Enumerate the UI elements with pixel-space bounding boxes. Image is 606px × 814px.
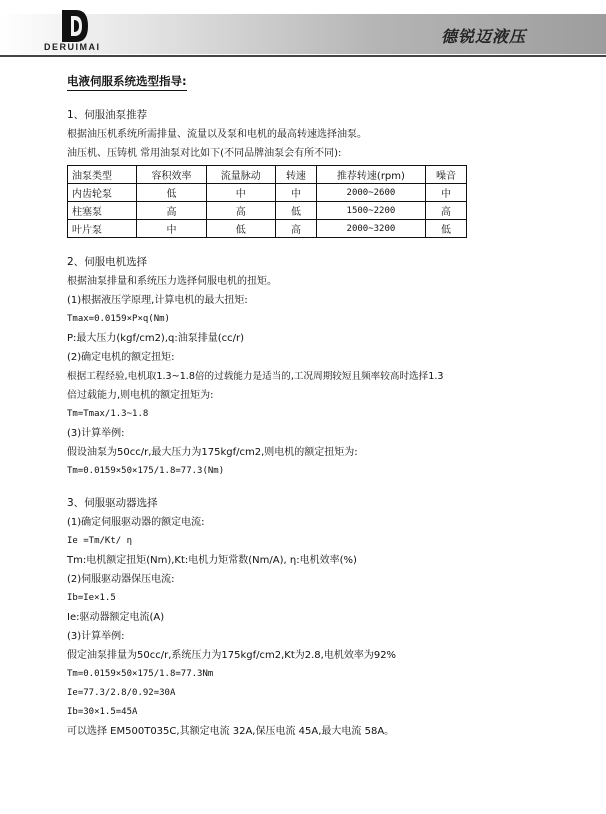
table-header-cell: 转速 [275, 166, 316, 184]
table-row [68, 202, 467, 220]
formula-tm-result: Tm=0.0159×50×175/1.8=77.3(Nm) [67, 466, 225, 476]
section-2-line: (1)根据液压学原理,计算电机的最大扭矩: [67, 295, 248, 306]
section-3-line: Tm:电机额定扭矩(Nm),Kt:电机力矩常数(Nm/A), η:电机效率(%) [67, 555, 357, 566]
table-cell: 高 [425, 202, 466, 220]
section-3-title: 3、伺服驱动器选择 [67, 497, 158, 509]
table-header-cell: 油泵类型 [68, 166, 137, 184]
table-cell: 低 [206, 220, 275, 238]
table-header-cell: 流量脉动 [206, 166, 275, 184]
section-1-title: 1、伺服油泵推荐 [67, 109, 148, 121]
table-cell: 低 [425, 220, 466, 238]
formula-tm: Tm=Tmax/1.3~1.8 [67, 409, 149, 419]
table-header-cell: 容积效率 [137, 166, 206, 184]
table-row [68, 220, 467, 238]
table-cell: 柱塞泵 [68, 202, 137, 220]
section-2-line: P:最大压力(kgf/cm2),q:油泵排量(cc/r) [67, 333, 245, 344]
section-2-line: 假设油泵为50cc/r,最大压力为175kgf/cm2,则电机的额定扭矩为: [67, 447, 358, 458]
table-cell: 中 [275, 184, 316, 202]
table-cell: 高 [137, 202, 206, 220]
table-cell: 高 [275, 220, 316, 238]
table-cell: 2000~2600 [316, 184, 425, 202]
table-cell: 中 [137, 220, 206, 238]
table-cell: 中 [206, 184, 275, 202]
table-cell: 叶片泵 [68, 220, 137, 238]
company-slogan: 德锐迈液压 [440, 27, 526, 46]
formula-ie: Ie =Tm/Kt/ η [67, 536, 133, 546]
table-cell: 中 [425, 184, 466, 202]
page-header [0, 0, 606, 62]
pump-table-caption: 油压机、压铸机 常用油泵对比如下(不同品牌油泵会有所不同): [67, 148, 342, 159]
pump-comparison-table [67, 165, 467, 238]
section-2-line: 根据油泵排量和系统压力选择伺服电机的扭矩。 [67, 276, 277, 287]
section-1-intro: 根据油压机系统所需排量、流量以及泵和电机的最高转速选择油泵。 [67, 129, 367, 140]
table-cell: 低 [275, 202, 316, 220]
section-2-title: 2、伺服电机选择 [67, 256, 148, 268]
logo-wordmark: DERUIMAI [44, 42, 101, 52]
section-3-line: (3)计算举例: [67, 631, 125, 642]
section-3-line: (2)伺服驱动器保压电流: [67, 574, 175, 585]
table-cell: 低 [137, 184, 206, 202]
formula-ib: Ib=Ie×1.5 [67, 593, 116, 603]
table-cell: 2000~3200 [316, 220, 425, 238]
section-2-line: (2)确定电机的额定扭矩: [67, 352, 175, 363]
table-cell: 内齿轮泵 [68, 184, 137, 202]
section-2-line: (3)计算举例: [67, 428, 125, 439]
formula-tm-calc: Tm=0.0159×50×175/1.8=77.3Nm [67, 669, 214, 679]
formula-ie-calc: Ie=77.3/2.8/0.92=30A [67, 688, 176, 698]
formula-tmax: Tmax=0.0159×P×q(Nm) [67, 314, 170, 324]
section-3-line: 假定油泵排量为50cc/r,系统压力为175kgf/cm2,Kt为2.8,电机效率为92% [67, 650, 397, 661]
table-header-cell: 推荐转速(rpm) [316, 166, 425, 184]
deruimai-logo-icon [60, 8, 90, 44]
table-row [68, 184, 467, 202]
table-cell: 1500~2200 [316, 202, 425, 220]
section-2-line: 倍过载能力,则电机的额定扭矩为: [67, 390, 214, 401]
section-3-line: Ie:驱动器额定电流(A) [67, 612, 165, 623]
document-title: 电液伺服系统选型指导: [67, 73, 187, 91]
table-header-cell: 噪音 [425, 166, 466, 184]
table-header-row [68, 166, 467, 184]
section-3-line: (1)确定伺服驱动器的额定电流: [67, 517, 205, 528]
document-body [67, 70, 567, 741]
section-3-conclusion: 可以选择 EM500T035C,其额定电流 32A,保压电流 45A,最大电流 58A。 [67, 726, 395, 737]
table-cell: 高 [206, 202, 275, 220]
header-rule [0, 55, 606, 57]
section-2-line: 根据工程经验,电机取1.3~1.8倍的过载能力是适当的,工况周期较短且频率较高时选择1.3 [67, 371, 444, 382]
formula-ib-calc: Ib=30×1.5=45A [67, 707, 138, 717]
